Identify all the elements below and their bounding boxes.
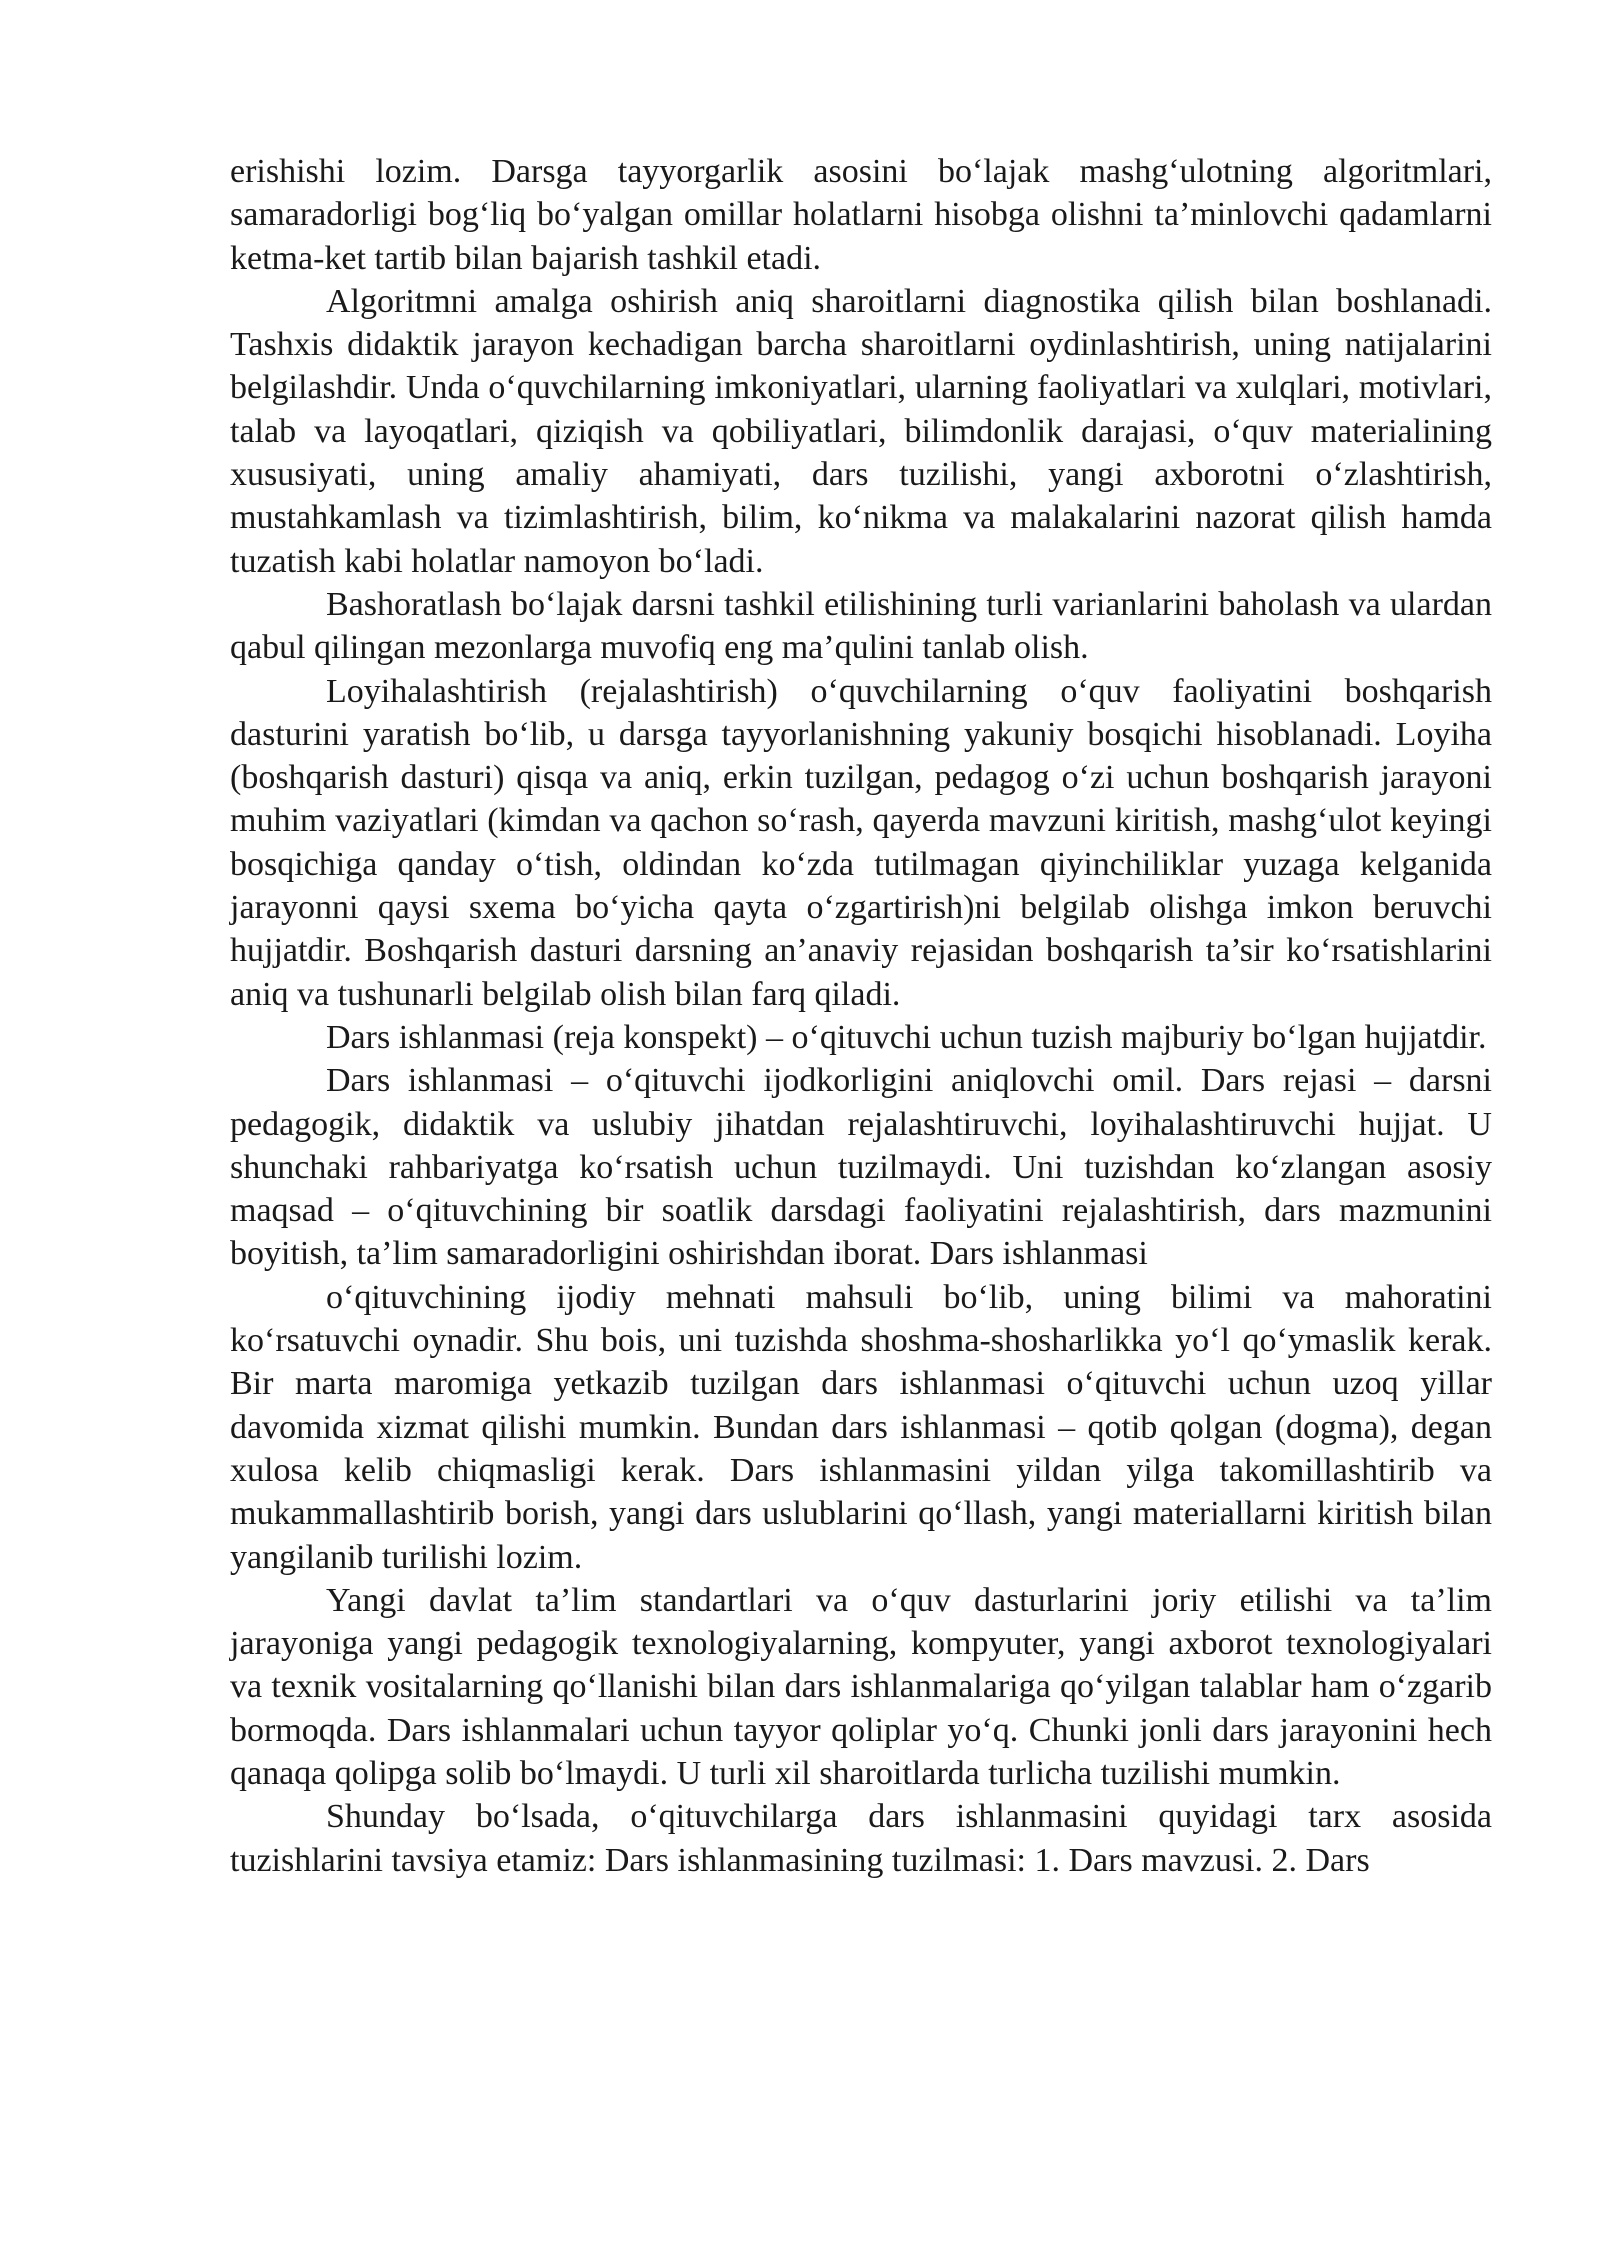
paragraph-1: erishishi lozim. Darsga tayyorgarlik asosini bo‘lajak mashg‘ulotning algoritmlari, samaradorligi bog‘liq bo‘yalgan omillar holatlarni hisobga olishni ta’minlovchi qadamlarni ketma-ket tartib bilan bajarish tashkil etadi. [230,153,1492,277]
paragraph-9: Shunday bo‘lsada, o‘qituvchilarga dars ishlanmasini quyidagi tarx asosida tuzishlarini tavsiya etamiz: Dars ishlanmasining tuzilmasi: 1. Dars mavzusi. 2. Dars [230,1798,1492,1879]
paragraph-4: Loyihalashtirish (rejalashtirish) o‘quvchilarning o‘quv faoliyatini boshqarish dasturini yaratish bo‘lib, u darsga tayyorlanishning yakuniy bosqichi hisoblanadi. Loyiha (boshqarish dasturi) qisqa va aniq, erkin tuzilgan, pedagog o‘zi uchun boshqarish jarayoni muhim vaziyatlari (kimdan va qachon so‘rash, qayerda mavzuni kiritish, mashg‘ulot keyingi bosqichiga qanday o‘tish, oldindan ko‘zda tutilmagan qiyinchiliklar yuzaga kelganida jarayonni qaysi sxema bo‘yicha qayta o‘zgartirish)ni belgilab olishga imkon beruvchi hujjatdir. Boshqarish dasturi darsning an’anaviy rejasidan boshqarish ta’sir ko‘rsatishlarini aniq va tushunarli belgilab olish bilan farq qiladi. [230,672,1492,1013]
paragraph-2: Algoritmni amalga oshirish aniq sharoitlarni diagnostika qilish bilan boshlanadi. Tashxis didaktik jarayon kechadigan barcha sharoitlarni oydinlashtirish, uning natijalarini belgilashdir. Unda o‘quvchilarning imkoniyatlari, ularning faoliyatlari va xulqlari, motivlari, talab va layoqatlari, qiziqish va qobiliyatlari, bilimdonlik darajasi, o‘quv materialining xususiyati, uning amaliy ahamiyati, dars tuzilishi, yangi axborotni o‘zlashtirish, mustahkamlash va tizimlashtirish, bilim, ko‘nikma va malakalarini nazorat qilish hamda tuzatish kabi holatlar namoyon bo‘ladi. [230,282,1492,580]
paragraph-6: Dars ishlanmasi – o‘qituvchi ijodkorligini aniqlovchi omil. Dars rejasi – darsni pedagogik, didaktik va uslubiy jihatdan rejalashtiruvchi, loyihalashtiruvchi hujjat. U shunchaki rahbariyatga ko‘rsatish uchun tuzilmaydi. Uni tuzishdan ko‘zlangan asosiy maqsad – o‘qituvchining bir soatlik darsdagi faoliyatini rejalashtirish, dars mazmunini boyitish, ta’lim samaradorligini oshirishdan iborat. Dars ishlanmasi [230,1062,1492,1273]
paragraph-8: Yangi davlat ta’lim standartlari va o‘quv dasturlarini joriy etilishi va ta’lim jarayoniga yangi pedagogik texnologiyalarning, kompyuter, yangi axborot texnologiyalari va texnik vositalarning qo‘llanishi bilan dars ishlanmalariga qo‘yilgan talablar ham o‘zgarib bormoqda. Dars ishlanmalari uchun tayyor qoliplar yo‘q. Chunki jonli dars jarayonini hech qanaqa qolipga solib bo‘lmaydi. U turli xil sharoitlarda turlicha tuzilishi mumkin. [230,1581,1492,1792]
paragraph-7: o‘qituvchining ijodiy mehnati mahsuli bo‘lib, uning bilimi va mahoratini ko‘rsatuvchi oynadir. Shu bois, uni tuzishda shoshma-shosharlikka yo‘l qo‘ymaslik kerak. Bir marta maromiga yetkazib tuzilgan dars ishlanmasi o‘qituvchi uchun uzoq yillar davomida xizmat qilishi mumkin. Bundan dars ishlanmasi – qotib qolgan (dogma), degan xulosa kelib chiqmasligi kerak. Dars ishlanmasini yildan yilga takomillashtirib va mukammallashtirib borish, yangi dars uslublarini qo‘llash, yangi materiallarni kiritish bilan yangilanib turilishi lozim. [230,1278,1492,1576]
paragraph-5: Dars ishlanmasi (reja konspekt) – o‘qituvchi uchun tuzish majburiy bo‘lgan hujjatdir. [326,1018,1487,1056]
paragraph-3: Bashoratlash bo‘lajak darsni tashkil etilishining turli varianlarini baholash va ulardan qabul qilingan mezonlarga muvofiq eng ma’qulini tanlab olish. [230,585,1492,667]
document-page [230,150,1492,1882]
